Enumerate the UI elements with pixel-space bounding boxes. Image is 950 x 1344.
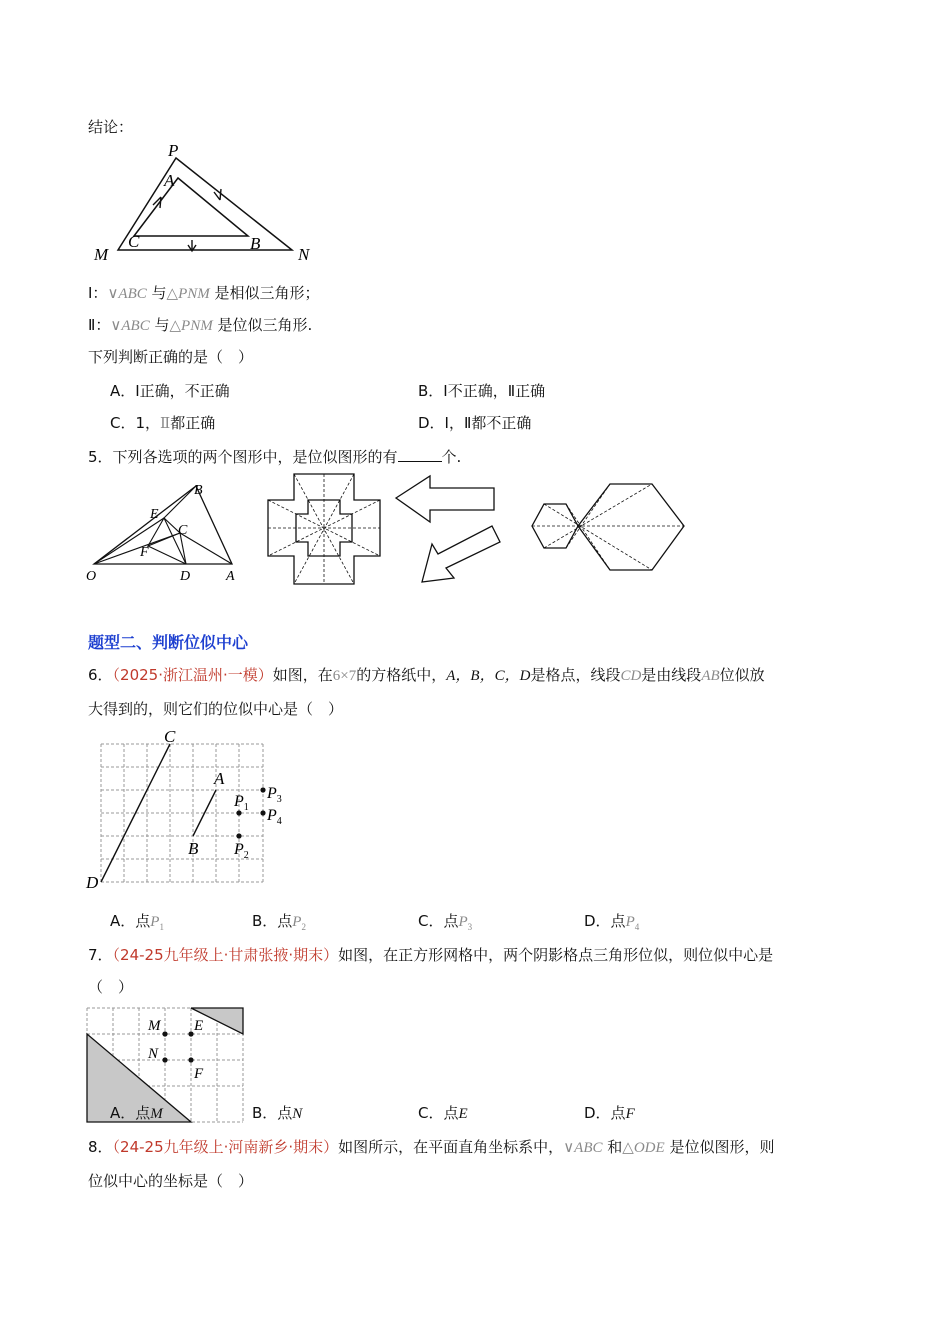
label-N: N [298, 245, 310, 264]
grid-label-P4: $P_4$ [267, 807, 282, 827]
fig5-label-C: C [178, 523, 188, 538]
grid7-label-F: F [194, 1066, 204, 1082]
grid-label-D: D [86, 873, 99, 892]
q4-option-c[interactable]: C．1，Ⅱ都正确 [110, 414, 216, 432]
label-P: P [168, 141, 179, 160]
q6-option-d[interactable]: D．点$P_4$ [584, 912, 640, 932]
fig5-label-F: F [140, 545, 149, 560]
statement-1: Ⅰ：∨ABC 与△PNM 是相似三角形； [88, 284, 320, 302]
fig5-label-D: D [180, 569, 191, 584]
grid7-label-M: M [148, 1018, 161, 1034]
label-B: B [250, 234, 261, 253]
fig5-label-B: B [194, 483, 203, 498]
q5-figure-triangles [84, 478, 244, 588]
grid-label-A: A [214, 769, 225, 788]
label-C: C [128, 232, 140, 251]
q5-figure-arrows [394, 474, 504, 590]
q4-option-b[interactable]: B．Ⅰ不正确，Ⅱ正确 [418, 382, 546, 400]
q6-text-line1: 6．（2025·浙江温州·一模）如图，在6×7的方格纸中，A，B，C，D是格点，线段CD是由线段AB位似放 [88, 666, 765, 684]
q6-grid-figure [86, 728, 296, 890]
q8-text-line1: 8．（24-25九年级上·河南新乡·期末）如图所示，在平面直角坐标系中，∨ABC 和△ODE 是位似图形，则 [88, 1138, 775, 1156]
q6-option-b[interactable]: B．点$P_2$ [252, 912, 306, 932]
grid-label-P3: $P_3$ [267, 785, 282, 805]
fig5-label-E: E [150, 507, 159, 522]
q7-option-a[interactable]: A．点M [110, 1104, 163, 1122]
q5-figure-hexagons [530, 480, 690, 580]
label-M: M [94, 245, 109, 264]
grid-label-P1: $P_1$ [234, 793, 249, 813]
q7-option-c[interactable]: C．点E [418, 1104, 468, 1122]
grid7-label-E: E [194, 1018, 204, 1034]
label-A: A [164, 171, 175, 190]
q6-text-line2: 大得到的，则它们的位似中心是（ ） [88, 700, 344, 718]
conclusion-label: 结论： [88, 118, 134, 136]
q5-text: 5．下列各选项的两个图形中，是位似图形的有 个. [88, 448, 462, 466]
q4-triangle-figure [80, 140, 340, 265]
answer-blank[interactable] [398, 447, 442, 462]
q7-text-line2: （ ） [88, 978, 134, 996]
section-heading: 题型二、判断位似中心 [88, 633, 249, 652]
q8-text-line2: 位似中心的坐标是（ ） [88, 1172, 254, 1190]
q5-figure-crosses [264, 472, 384, 588]
grid-label-P2: $P_2$ [234, 841, 249, 861]
q6-option-c[interactable]: C．点$P_3$ [418, 912, 473, 932]
grid-label-C: C [164, 727, 176, 746]
fig5-label-A: A [226, 569, 235, 584]
q4-option-d[interactable]: D．Ⅰ，Ⅱ都不正确 [418, 414, 532, 432]
q4-prompt: 下列判断正确的是（ ） [88, 348, 254, 366]
statement-2: Ⅱ：∨ABC 与△PNM 是位似三角形. [88, 316, 313, 334]
q7-option-b[interactable]: B．点N [252, 1104, 303, 1122]
q4-option-a[interactable]: A．Ⅰ正确，不正确 [110, 382, 230, 400]
q7-text-line1: 7．（24-25九年级上·甘肃张掖·期末）如图，在正方形网格中，两个阴影格点三角形位似，则位似中心是 [88, 946, 774, 964]
fig5-label-O: O [86, 569, 97, 584]
q7-option-d[interactable]: D．点F [584, 1104, 635, 1122]
q6-option-a[interactable]: A．点$P_1$ [110, 912, 164, 932]
grid7-label-N: N [148, 1046, 159, 1062]
grid-label-B: B [188, 839, 199, 858]
